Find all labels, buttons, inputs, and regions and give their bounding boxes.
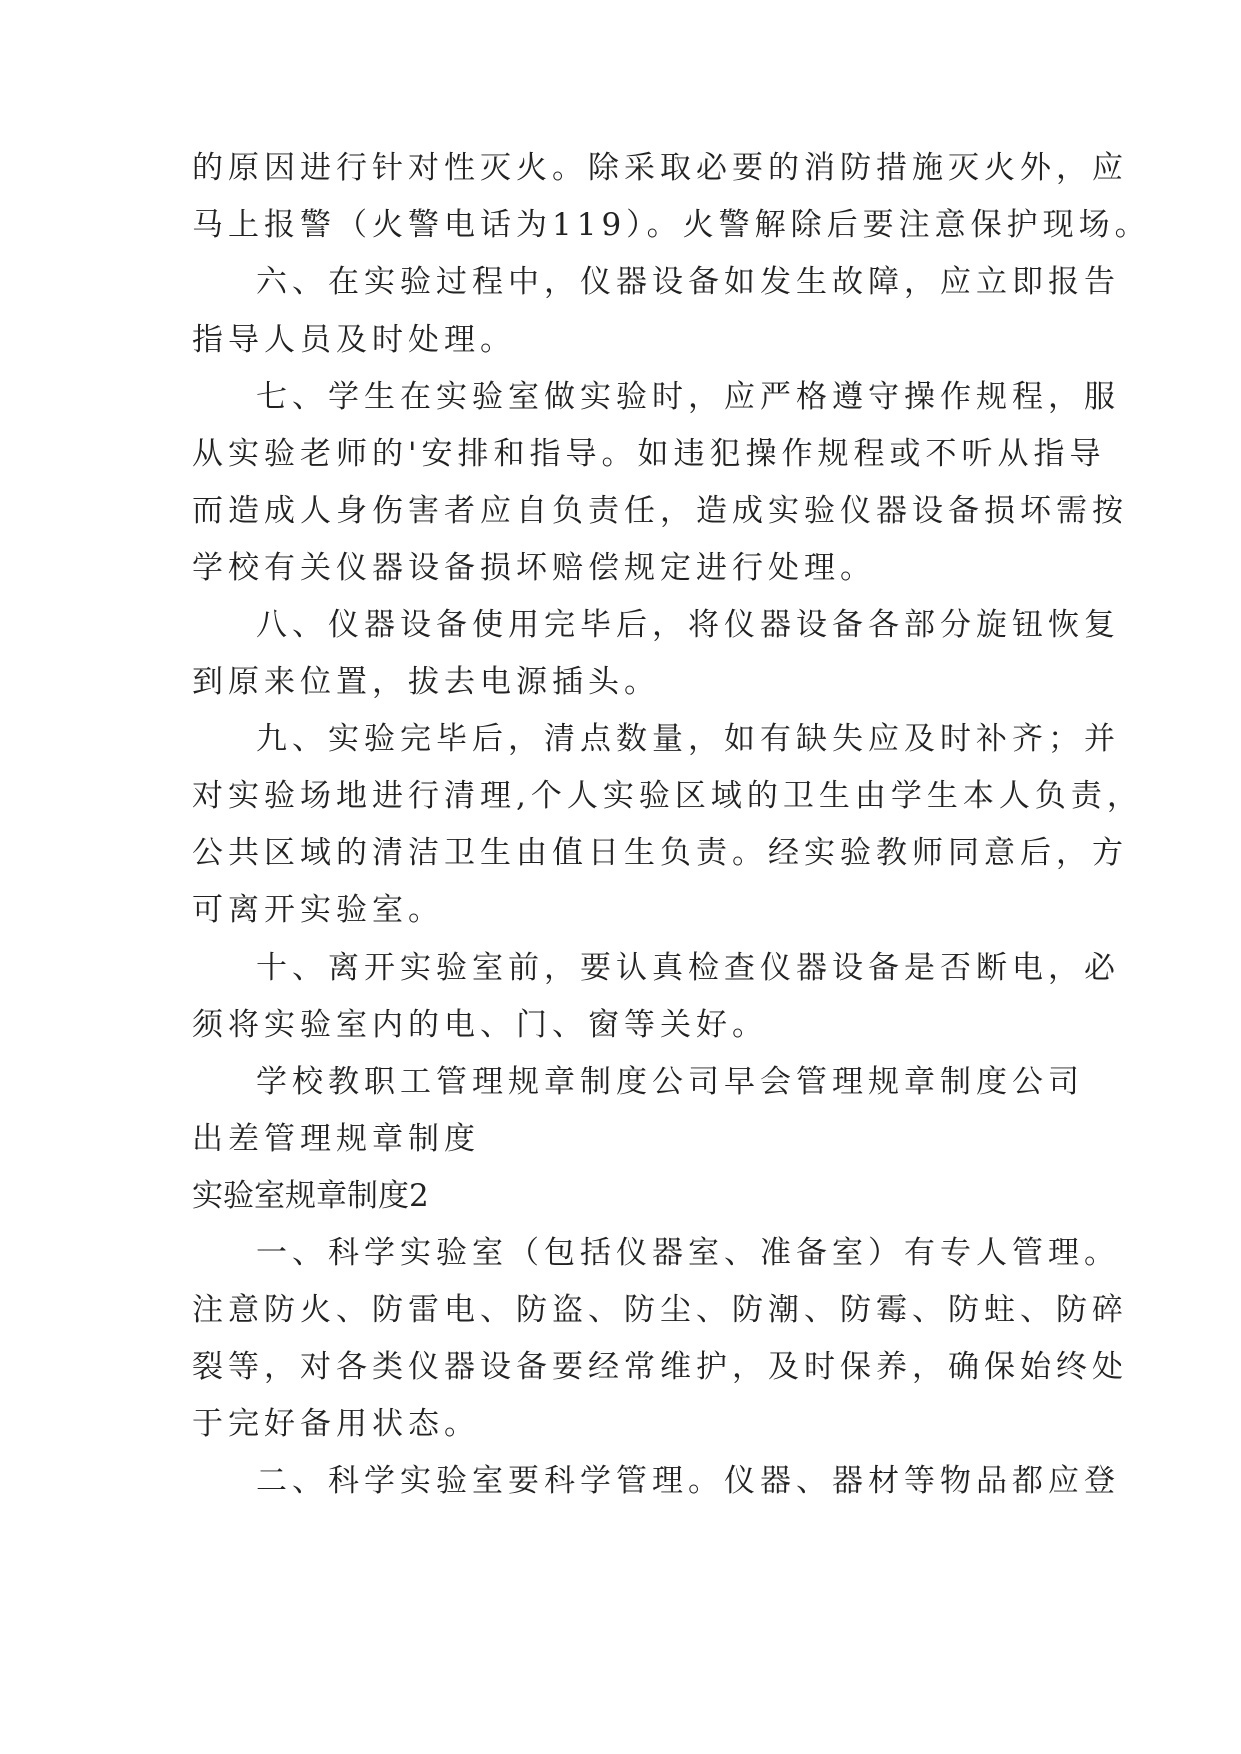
text-line: 从实验老师的'安排和指导。如违犯操作规程或不听从指导 [192,436,1106,472]
text-line: 公共区域的清洁卫生由值日生负责。经实验教师同意后，方 [192,835,1128,871]
text-line: 到原来位置，拔去电源插头。 [192,664,660,700]
text-line: 二、科学实验室要科学管理。仪器、器材等物品都应登 [256,1463,1120,1499]
text-line: 出差管理规章制度 [192,1121,480,1157]
text-line: 对实验场地进行清理,个人实验区域的卫生由学生本人负责， [192,778,1143,814]
text-line: 而造成人身伤害者应自负责任，造成实验仪器设备损坏需按 [192,493,1128,529]
text-line: 八、仪器设备使用完毕后，将仪器设备各部分旋钮恢复 [256,607,1120,643]
text-line: 学校有关仪器设备损坏赔偿规定进行处理。 [192,550,876,586]
text-line: 一、科学实验室（包括仪器室、准备室）有专人管理。 [256,1235,1120,1271]
text-line: 可离开实验室。 [192,892,444,928]
text-line: 于完好备用状态。 [192,1406,480,1442]
text-line: 六、在实验过程中，仪器设备如发生故障，应立即报告 [256,264,1120,300]
text-line: 七、学生在实验室做实验时，应严格遵守操作规程，服 [256,379,1120,415]
text-line: 裂等，对各类仪器设备要经常维护，及时保养，确保始终处 [192,1349,1128,1385]
text-line: 九、实验完毕后，清点数量，如有缺失应及时补齐；并 [256,721,1120,757]
text-line: 十、离开实验室前，要认真检查仪器设备是否断电，必 [256,950,1120,986]
text-line: 的原因进行针对性灭火。除采取必要的消防措施灭火外，应 [192,150,1128,186]
text-line: 须将实验室内的电、门、窗等关好。 [192,1007,768,1043]
text-line: 注意防火、防雷电、防盗、防尘、防潮、防霉、防蛀、防碎 [192,1292,1128,1328]
section-heading: 实验室规章制度2 [192,1178,429,1214]
text-line: 指导人员及时处理。 [192,322,516,358]
text-line: 马上报警（火警电话为119）。火警解除后要注意保护现场。 [192,207,1151,243]
text-line: 学校教职工管理规章制度公司早会管理规章制度公司 [256,1064,1084,1100]
